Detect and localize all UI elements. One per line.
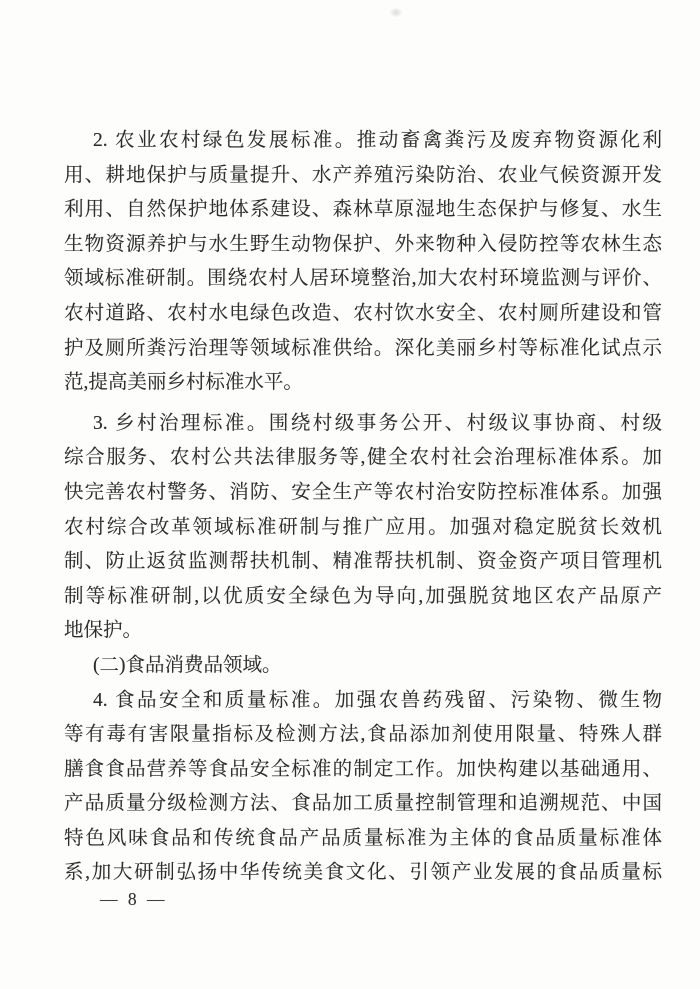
- text-line: 产品质量分级检测方法、食品加工质量控制管理和追溯规范、中国: [64, 793, 662, 815]
- text-line: 农村综合改革领域标准研制与推广应用。加强对稳定脱贫长效机: [64, 516, 662, 538]
- text-line: 综合服务、农村公共法律服务等,健全农村社会治理标准体系。加: [64, 447, 662, 469]
- text-line: 2. 农业农村绿色发展标准。推动畜禽粪污及废弃物资源化利: [93, 130, 662, 151]
- page-footer: [100, 889, 168, 913]
- paragraph-4-food-safety-quality-standards: [64, 684, 662, 892]
- text-line: 制、防止返贫监测帮扶机制、精准帮扶机制、资金资产项目管理机: [64, 551, 662, 573]
- text-line: 护及厕所粪污治理等领域标准供给。深化美丽乡村等标准化试点示: [64, 337, 662, 359]
- text-line: 系,加大研制弘扬中华传统美食文化、引领产业发展的食品质量标: [64, 862, 662, 884]
- text-line: 范,提高美丽乡村标准水平。: [64, 372, 303, 394]
- scan-artifact: [390, 8, 402, 17]
- text-line: 等有毒有害限量指标及检测方法,食品添加剂使用限量、特殊人群: [64, 724, 662, 746]
- text-line: 4. 食品安全和质量标准。加强农兽药残留、污染物、微生物: [93, 689, 662, 711]
- text-line: 膳食食品营养等食品安全标准的制定工作。加快构建以基础通用、: [64, 758, 662, 780]
- heading-section-2-food-consumer-goods: [64, 649, 662, 684]
- text-line: 领域标准研制。围绕农村人居环境整治,加大农村环境监测与评价、: [64, 268, 662, 290]
- paragraph-2-agriculture-green-development: [64, 124, 662, 401]
- text-line: 利用、自然保护地体系建设、森林草原湿地生态保护与修复、水生: [64, 199, 662, 221]
- text-line: (二)食品消费品领域。: [93, 654, 282, 676]
- text-line: 制等标准研制,以优质安全绿色为导向,加强脱贫地区农产品原产: [64, 585, 662, 607]
- text-line: 快完善农村警务、消防、安全生产等农村治安防控标准体系。加强: [64, 481, 662, 503]
- text-line: 生物资源养护与水生野生动物保护、外来物种入侵防控等农林生态: [64, 233, 662, 255]
- text-line: 用、耕地保护与质量提升、水产养殖污染防治、农业气候资源开发: [64, 164, 662, 186]
- page-number: — 8 —: [100, 889, 168, 909]
- text-line: 特色风味食品和传统食品产品质量标准为主体的食品质量标准体: [64, 827, 662, 849]
- document-body: [64, 124, 662, 891]
- text-line: 3. 乡村治理标准。围绕村级事务公开、村级议事协商、村级: [93, 412, 662, 434]
- paragraph-3-rural-governance-standards: [64, 407, 662, 649]
- text-line: 农村道路、农村水电绿色改造、农村饮水安全、农村厕所建设和管: [64, 302, 662, 324]
- text-line: 地保护。: [64, 620, 143, 642]
